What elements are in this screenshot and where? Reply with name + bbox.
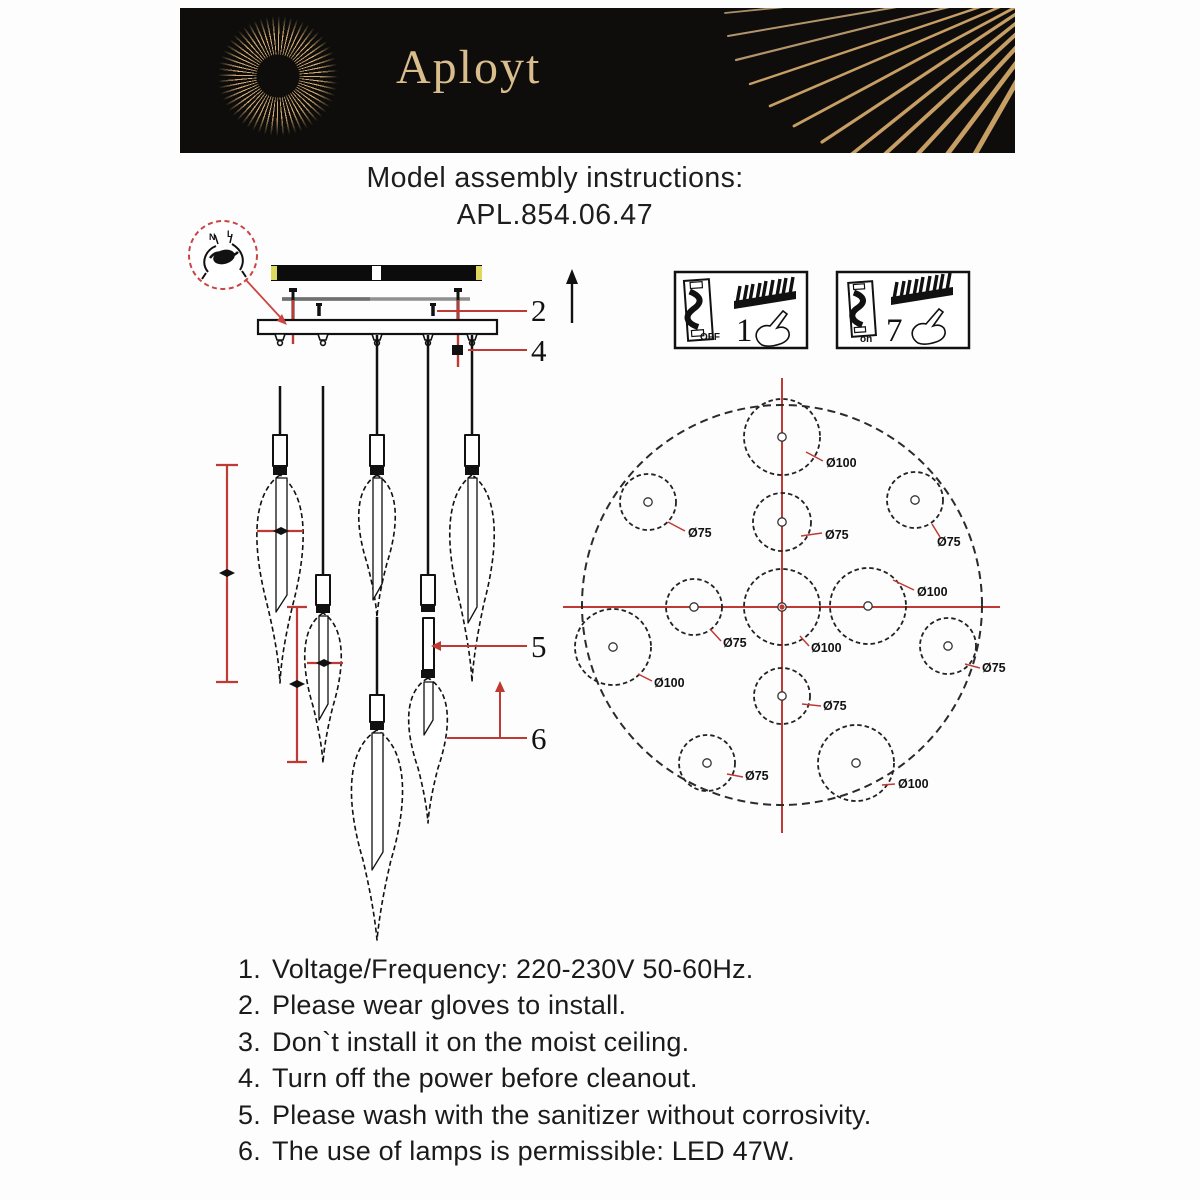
hole-label: Ø100 (826, 456, 857, 470)
model-number: APL.854.06.47 (456, 199, 654, 231)
hole-label: Ø100 (811, 641, 842, 655)
hole-label-leaders (638, 452, 980, 785)
hole-label: Ø100 (898, 777, 929, 791)
pendants (257, 335, 494, 940)
up-arrow-icon (566, 269, 578, 323)
instruction-item (238, 1024, 998, 1060)
switch-on-icon (848, 281, 876, 337)
item-number: 1. (238, 954, 261, 984)
item-text: The use of lamps is permissible: LED 47W. (272, 1136, 795, 1167)
power-off-box (675, 272, 807, 349)
pendant (351, 617, 402, 940)
switch-on-label: on (860, 334, 873, 345)
pendant (359, 335, 396, 617)
hole-label: Ø75 (745, 769, 769, 783)
callout-6-label: 6 (531, 721, 547, 756)
mount-hole-centers (609, 433, 952, 767)
instruction-item (238, 951, 998, 987)
switch-off-label: OFF (700, 332, 720, 343)
item-number: 2. (238, 990, 261, 1021)
hole-label: Ø75 (688, 526, 712, 540)
item-text: Voltage/Frequency: 220-230V 50-60Hz. (272, 954, 754, 984)
brand-wordmark: Aployt (396, 41, 542, 94)
instruction-item (238, 1133, 998, 1169)
hole-label: Ø75 (982, 661, 1006, 675)
hole-label: Ø75 (825, 528, 849, 542)
pendant (305, 386, 342, 763)
item-text: Don`t install it on the moist ceiling. (272, 1026, 690, 1057)
mounting-plate-top-view (563, 378, 1006, 833)
item-number: 4. (238, 1063, 261, 1094)
step-off-number: 1 (736, 313, 753, 349)
page-title: Model assembly instructions: (366, 162, 744, 194)
hole-label: Ø100 (654, 676, 685, 690)
power-on-box (837, 272, 969, 349)
instruction-item (238, 1060, 998, 1096)
cable-lock (452, 345, 463, 355)
item-number: 3. (238, 1026, 261, 1057)
hole-label: Ø75 (823, 699, 847, 713)
wire-label-l: L (227, 229, 233, 239)
ceiling-plate (271, 265, 482, 281)
hole-label: Ø75 (723, 636, 747, 650)
wire-label-n: N (209, 232, 216, 242)
pendant (450, 335, 494, 682)
mount-holes (575, 399, 976, 801)
item-number: 5. (238, 1099, 261, 1130)
instructions-list (238, 951, 998, 1169)
item-number: 6. (238, 1136, 261, 1167)
item-text: Please wash with the sanitizer without corrosivity. (272, 1099, 872, 1130)
callout-4-label: 4 (531, 333, 547, 368)
hole-label: Ø75 (937, 535, 961, 549)
callout-5-label: 5 (531, 629, 547, 664)
item-text: Please wear gloves to install. (272, 990, 627, 1021)
pendant (409, 335, 448, 823)
hole-labels (654, 456, 1006, 791)
instruction-item (238, 1097, 998, 1133)
callout-2-label: 2 (531, 293, 547, 328)
instruction-item (238, 987, 998, 1023)
item-text: Turn off the power before cleanout. (272, 1063, 698, 1094)
step-on-number: 7 (886, 313, 903, 349)
hole-label: Ø100 (917, 585, 948, 599)
